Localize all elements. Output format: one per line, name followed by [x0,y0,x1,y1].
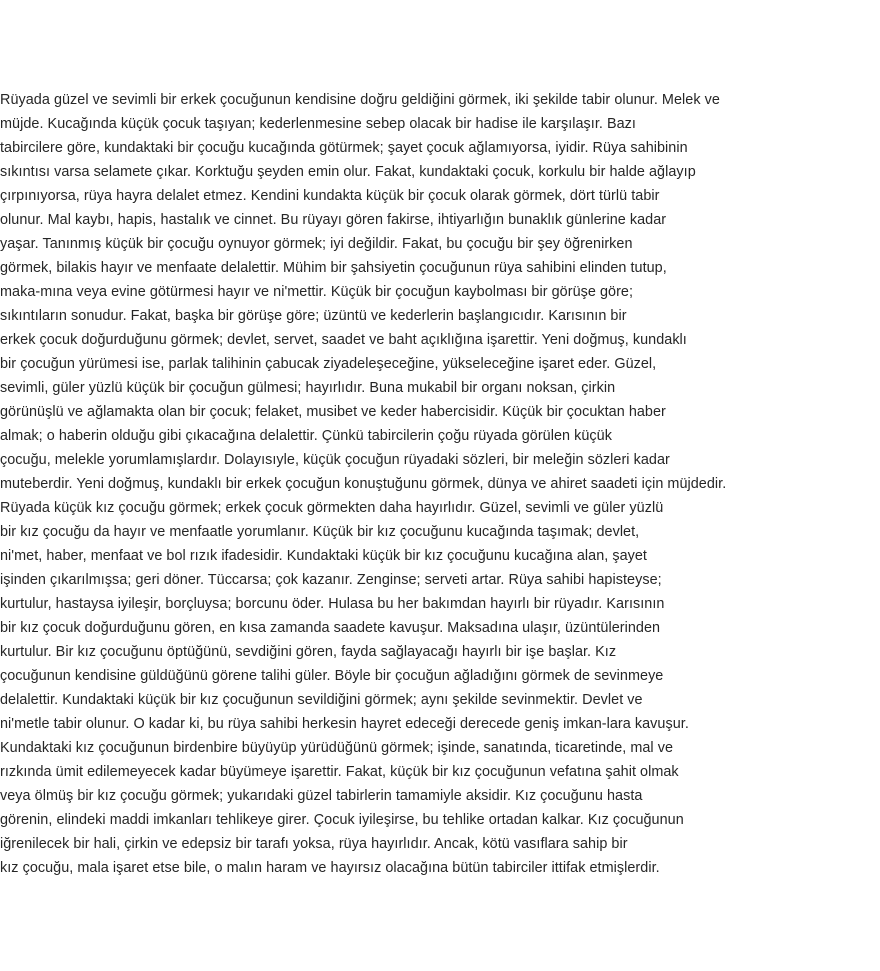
text-line: muteberdir. Yeni doğmuş, kundaklı bir erkek çocuğun konuştuğunu görmek, dünya ve ahiret saadeti için müjdedir. [0,476,727,492]
text-line: sıkıntıların sonudur. Fakat, başka bir görüşe göre; üzüntü ve kederlerin başlangıcıdır. Karısının bir [0,308,627,324]
text-line: çocuğu, melekle yorumlamışlardır. Dolayısıyle, küçük çocuğun rüyadaki sözleri, bir meleğin sözleri kadar [0,452,670,468]
text-line: Rüyada küçük kız çocuğu görmek; erkek çocuk görmekten daha hayırlıdır. Güzel, sevimli ve güler yüzlü [0,500,664,516]
text-line: görenin, elindeki maddi imkanları tehlikeye girer. Çocuk iyileşirse, bu tehlike ortadan kalkar. Kız çocuğunun [0,812,684,828]
text-line: görmek, bilakis hayır ve menfaate delalettir. Mühim bir şahsiyetin çocuğunun rüya sahibini elinden tutup, [0,260,667,276]
text-line: Kundaktaki kız çocuğunun birdenbire büyüyüp yürüdüğünü görmek; işinde, sanatında, ticaretinde, mal ve [0,740,674,756]
text-line: iğrenilecek bir hali, çirkin ve edepsiz bir tarafı yoksa, rüya hayırlıdır. Ancak, kötü vasıflara sahip bir [0,836,628,852]
text-line: tabircilere göre, kundaktaki bir çocuğu kucağında götürmek; şayet çocuk ağlamıyorsa, iyidir. Rüya sahibinin [0,140,688,156]
text-line: kız çocuğu, mala işaret etse bile, o malın haram ve hayırsız olacağına bütün tabirciler ittifak etmişlerdir. [0,860,660,876]
text-line: görünüşlü ve ağlamakta olan bir çocuk; felaket, musibet ve keder habercisidir. Küçük bir çocuktan haber [0,404,666,420]
article-body [0,88,880,880]
text-line: yaşar. Tanınmış küçük bir çocuğu oynuyor görmek; iyi değildir. Fakat, bu çocuğu bir şey öğrenirken [0,236,633,252]
text-line: bir kız çocuğu da hayır ve menfaatle yorumlanır. Küçük bir kız çocuğunu kucağında taşımak; devlet, [0,524,640,540]
text-line: sıkıntısı varsa selamete çıkar. Korktuğu şeyden emin olur. Fakat, kundaktaki çocuk, korkulu bir halde ağlayıp [0,164,696,180]
text-line: ni'met, haber, menfaat ve bol rızık ifadesidir. Kundaktaki küçük bir kız çocuğunu kucağına alan, şayet [0,548,647,564]
text-line: almak; o haberin olduğu gibi çıkacağına delalettir. Çünkü tabircilerin çoğu rüyada görülen küçük [0,428,612,444]
text-line: rızkında ümit edilemeyecek kadar büyümeye işarettir. Fakat, küçük bir kız çocuğunun vefatına şahit olmak [0,764,679,780]
text-line: Rüyada güzel ve sevimli bir erkek çocuğunun kendisine doğru geldiğini görmek, iki şekilde tabir olunur. Melek ve [0,92,720,108]
text-line: çırpınıyorsa, rüya hayra delalet etmez. Kendini kundakta küçük bir çocuk olarak görmek, dört türlü tabir [0,188,660,204]
text-line: delalettir. Kundaktaki küçük bir kız çocuğunun sevildiğini görmek; aynı şekilde sevinmektir. Devlet ve [0,692,643,708]
text-line: kurtulur. Bir kız çocuğunu öptüğünü, sevdiğini gören, fayda sağlayacağı hayırlı bir işe başlar. Kız [0,644,617,660]
text-line: bir çocuğun yürümesi ise, parlak talihinin çabucak ziyadeleşeceğine, yükseleceğine işaret eder. Güzel, [0,356,657,372]
text-line: erkek çocuk doğurduğunu görmek; devlet, servet, saadet ve baht açıklığına işarettir. Yeni doğmuş, kundaklı [0,332,687,348]
text-line: ni'metle tabir olunur. O kadar ki, bu rüya sahibi herkesin hayret edeceği derecede geniş imkan-lara kavuşur. [0,716,689,732]
text-line: bir kız çocuk doğurduğunu gören, en kısa zamanda saadete kavuşur. Maksadına ulaşır, üzüntülerinden [0,620,661,636]
text-line: müjde. Kucağında küçük çocuk taşıyan; kederlenmesine sebep olacak bir hadise ile karşılaşır. Bazı [0,116,636,132]
text-line: sevimli, güler yüzlü küçük bir çocuğun gülmesi; hayırlıdır. Buna mukabil bir organı noksan, çirkin [0,380,616,396]
text-line: çocuğunun kendisine güldüğünü görene talihi güler. Böyle bir çocuğun ağladığını görmek de sevinmeye [0,668,664,684]
text-line: olunur. Mal kaybı, hapis, hastalık ve cinnet. Bu rüyayı gören fakirse, ihtiyarlığın bunaklık günlerine kadar [0,212,667,228]
text-line: işinden çıkarılmışsa; geri döner. Tüccarsa; çok kazanır. Zenginse; serveti artar. Rüya sahibi hapisteyse; [0,572,662,588]
text-line: kurtulur, hastaysa iyileşir, borçluysa; borcunu öder. Hulasa bu her bakımdan hayırlı bir rüyadır. Karısının [0,596,665,612]
text-line: veya ölmüş bir kız çocuğu görmek; yukarıdaki güzel tabirlerin tamamiyle aksidir. Kız çocuğunu hasta [0,788,643,804]
text-line: maka-mına veya evine götürmesi hayır ve ni'mettir. Küçük bir çocuğun kaybolması bir görüşe göre; [0,284,634,300]
